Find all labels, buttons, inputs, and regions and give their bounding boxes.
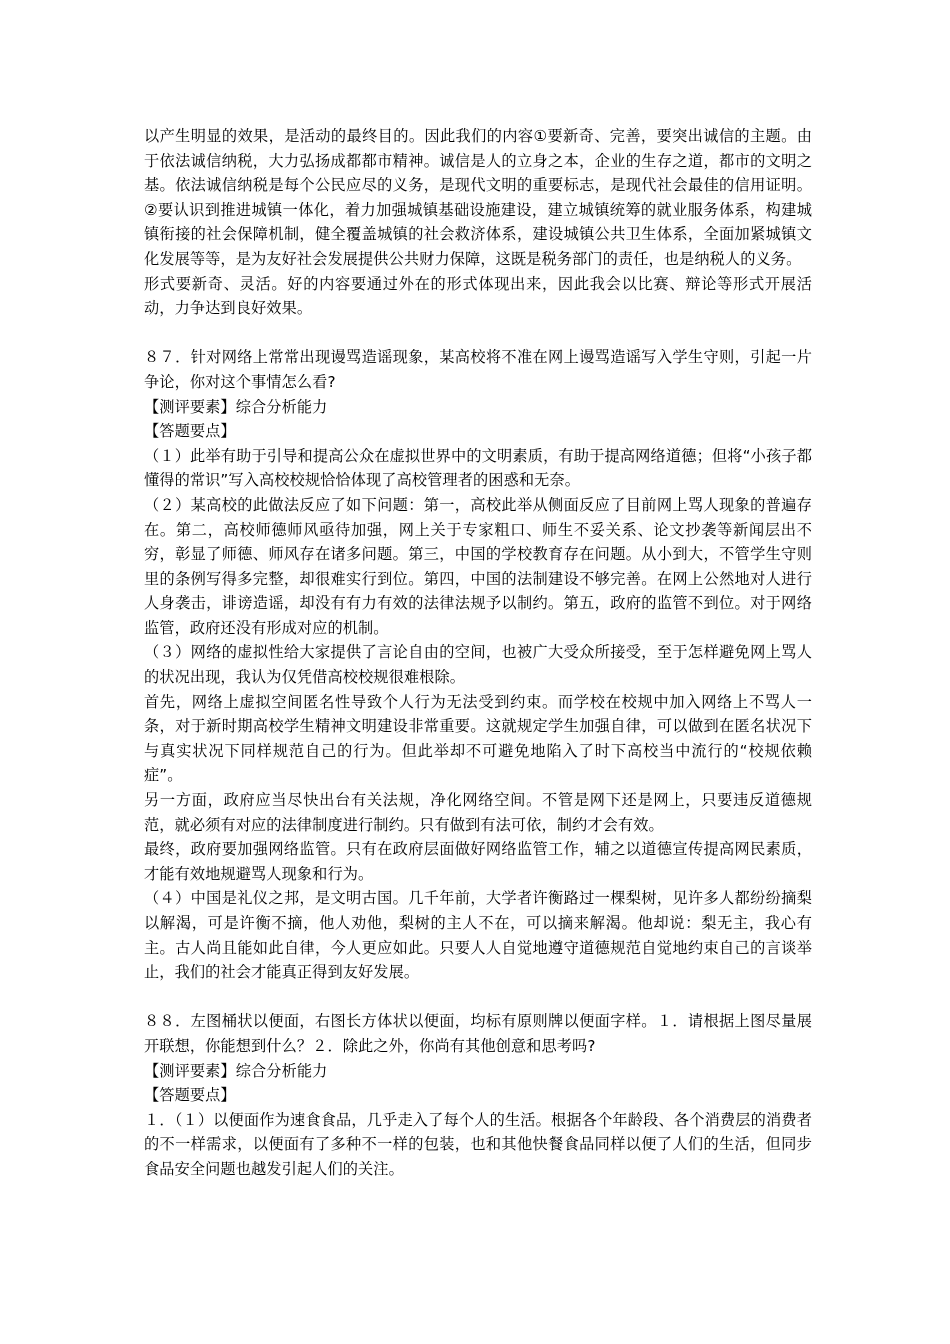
paragraph: （４）中国是礼仪之邦，是文明古国。几千年前，大学者许衡路过一棵梨树，见许多人都纷纷摘梨以解渴，可是许衡不摘，他人劝他，梨树的主人不在，可以摘来解渴。他却说：梨无主，我心有主。古人尚且能如此自律，今人更应如此。只要人人自觉地遵守道德规范自觉地约束自己的言谈举止，我们的社会才能真正得到友好发展。 — [144, 889, 812, 982]
paragraph: １．（１）以便面作为速食食品，几乎走入了每个人的生活。根据各个年龄段、各个消费层的消费者的不一样需求，以便面有了多种不一样的包装，也和其他快餐食品同样以便了人们的生活，但同步食品安全问题也越发引起人们的关注。 — [144, 1110, 812, 1178]
paragraph: 另一方面，政府应当尽快出台有关法规，净化网络空间。不管是网下还是网上，只要违反道德规范，就必须有对应的法律制度进行制约。只有做到有法可依，制约才会有效。 — [144, 791, 812, 834]
paragraph: 【答题要点】 — [144, 1086, 236, 1105]
paragraph: ８７．针对网络上常常出现谩骂造谣现象，某高校将不准在网上谩骂造谣写入学生守则，引起一片争论，你对这个事情怎么看? — [144, 348, 812, 391]
paragraph: 形式要新奇、灵活。好的内容要通过外在的形式体现出来，因此我会以比赛、辩论等形式开展活动，力争达到良好效果。 — [144, 274, 812, 318]
paragraph: 【测评要素】综合分析能力 — [144, 397, 328, 416]
paragraph: 首先，网络上虚拟空间匿名性导致个人行为无法受到约束。而学校在校规中加入网络上不骂人一条，对于新时期高校学生精神文明建设非常重要。这就规定学生加强自律，可以做到在匿名状况下与真实状况下同样规范自己的行为。但此举却不可避免地陷入了时下高校当中流行的“校规依赖症”。 — [144, 692, 812, 785]
paragraph: 【测评要素】综合分析能力 — [144, 1061, 328, 1080]
paragraph: 最终，政府要加强网络监管。只有在政府层面做好网络监管工作，辅之以道德宣传提高网民素质，才能有效地规避骂人现象和行为。 — [144, 840, 812, 883]
paragraph: 【答题要点】 — [144, 422, 236, 441]
paragraph-spacer — [144, 321, 812, 346]
paragraph: ８８．左图桶状以便面，右图长方体状以便面，均标有原则牌以便面字样。１．请根据上图尽量展开联想，你能想到什么？２．除此之外，你尚有其他创意和思考吗? — [144, 1012, 812, 1055]
paragraph: （１）此举有助于引导和提高公众在虚拟世界中的文明素质，有助于提高网络道德；但将“小孩子都懂得的常识”写入高校校规恰恰体现了高校管理者的困惑和无奈。 — [144, 446, 812, 490]
paragraph: （３）网络的虚拟性给大家提供了言论自由的空间，也被广大受众所接受，至于怎样避免网上骂人的状况出现，我认为仅凭借高校校规很难根除。 — [144, 643, 812, 687]
paragraph-spacer — [144, 985, 812, 1010]
paragraph: 以产生明显的效果，是活动的最终目的。因此我们的内容①要新奇、完善，要突出诚信的主题。由于依法诚信纳税，大力弘扬成都都市精神。诚信是人的立身之本，企业的生存之道，都市的文明之基。依法诚信纳税是每个公民应尽的义务，是现代文明的重要标志，是现代社会最佳的信用证明。②要认识到推进城镇一体化，着力加强城镇基础设施建设，建立城镇统筹的就业服务体系，构建城镇衔接的社会保障机制，健全覆盖城镇的社会救济体系，建设城镇公共卫生体系，全面加紧城镇文化发展等等，是为友好社会发展提供公共财力保障，这既是税务部门的责任，也是纳税人的义务。 — [144, 127, 812, 268]
document-page — [144, 124, 812, 1182]
paragraph: （２）某高校的此做法反应了如下问题：第一，高校此举从侧面反应了目前网上骂人现象的普遍存在。第二，高校师德师风亟待加强，网上关于专家粗口、师生不妥关系、论文抄袭等新闻层出不穷，彰显了师德、师风存在诸多问题。第三，中国的学校教育存在问题。从小到大，不管学生守则里的条例写得多完整，却很难实行到位。第四，中国的法制建设不够完善。在网上公然地对人进行人身袭击，诽谤造谣，却没有有力有效的法律法规予以制约。第五，政府的监管不到位。对于网络监管，政府还没有形成对应的机制。 — [144, 495, 812, 637]
